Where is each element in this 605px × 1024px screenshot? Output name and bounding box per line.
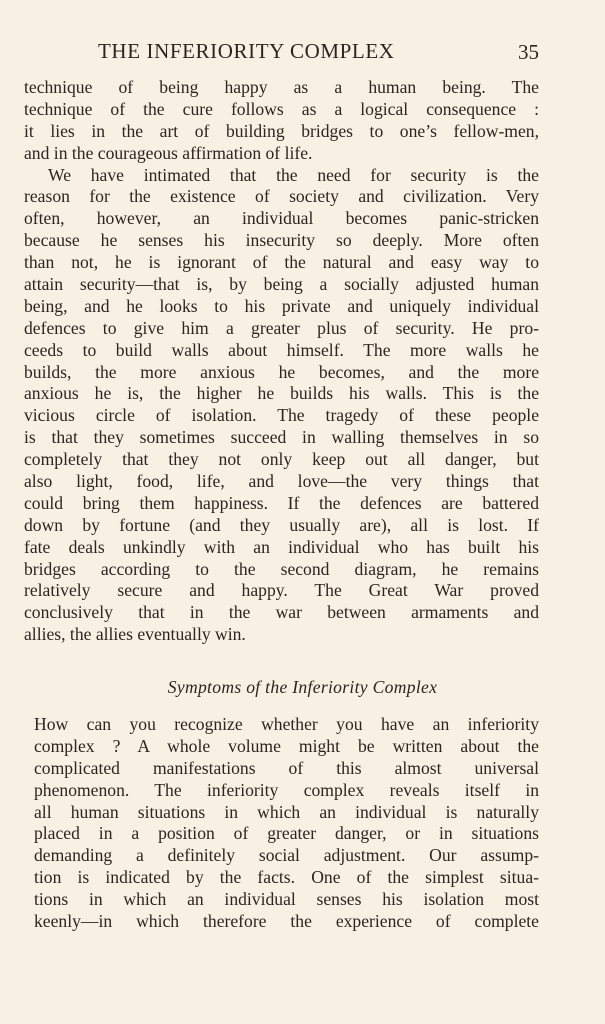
paragraph xyxy=(34,714,539,933)
text-line: allies, the allies eventually win. xyxy=(24,624,246,645)
text-line: complex ? A whole volume might be written about the xyxy=(34,735,539,756)
text-line: it lies in the art of building bridges to one’s fellow-men, xyxy=(24,120,539,141)
text-line: also light, food, life, and love—the very things that xyxy=(24,471,539,492)
text-line: completely that they not only keep out all danger, but xyxy=(24,449,539,470)
text-line: conclusively that in the war between armaments and xyxy=(24,602,539,623)
running-title: THE INFERIORITY COMPLEX xyxy=(98,39,395,63)
text-line: being, and he looks to his private and uniquely individual xyxy=(24,295,539,316)
page-number: 35 xyxy=(518,40,539,64)
text-line: keenly—in which therefore the experience of complete xyxy=(34,911,539,932)
text-line: reason for the existence of society and civilization. Very xyxy=(24,186,539,207)
text-line: defences to give him a greater plus of security. He pro- xyxy=(24,317,539,338)
text-line: bridges according to the second diagram, he remains xyxy=(24,558,539,579)
text-line: How can you recognize whether you have an inferiority xyxy=(34,714,539,734)
text-line: anxious he is, the higher he builds his walls. This is the xyxy=(24,383,539,404)
section-heading: Symptoms of the Inferiority Complex xyxy=(167,677,438,697)
text-line: than not, he is ignorant of the natural and easy way to xyxy=(24,252,539,273)
text-line: technique of the cure follows as a logical consequence : xyxy=(24,98,539,119)
text-line: tion is indicated by the facts. One of the simplest situa- xyxy=(34,867,539,888)
paragraph xyxy=(24,77,539,165)
running-head xyxy=(24,39,539,67)
text-line: phenomenon. The inferiority complex reveals itself in xyxy=(34,779,539,800)
text-line: fate deals unkindly with an individual who has built his xyxy=(24,536,539,557)
text-line: often, however, an individual becomes panic-stricken xyxy=(24,208,539,229)
text-line: placed in a position of greater danger, or in situations xyxy=(34,823,539,844)
text-line: and in the courageous affirmation of life. xyxy=(24,142,313,163)
text-line: is that they sometimes succeed in walling themselves in so xyxy=(24,427,539,448)
body-text-bottom xyxy=(34,714,539,933)
text-line: vicious circle of isolation. The tragedy of these people xyxy=(24,405,539,426)
text-line: tions in which an individual senses his isolation most xyxy=(34,889,539,910)
text-line: because he senses his insecurity so deeply. More often xyxy=(24,230,539,251)
text-line: could bring them happiness. If the defences are battered xyxy=(24,492,539,513)
text-line: relatively secure and happy. The Great War proved xyxy=(24,580,539,601)
text-line: all human situations in which an individual is naturally xyxy=(34,801,539,822)
text-line: demanding a definitely social adjustment. Our assump- xyxy=(34,845,539,866)
text-line: We have intimated that the need for security is the xyxy=(48,164,539,185)
paragraph xyxy=(24,165,539,647)
text-line: attain security—that is, by being a socially adjusted human xyxy=(24,274,539,295)
text-line: complicated manifestations of this almost universal xyxy=(34,757,539,778)
text-line: down by fortune (and they usually are), all is lost. If xyxy=(24,514,539,535)
body-text-top xyxy=(24,77,539,646)
text-line: ceeds to build walls about himself. The more walls he xyxy=(24,339,539,360)
text-line: builds, the more anxious he becomes, and the more xyxy=(24,361,539,382)
text-line: technique of being happy as a human being. The xyxy=(24,77,539,97)
